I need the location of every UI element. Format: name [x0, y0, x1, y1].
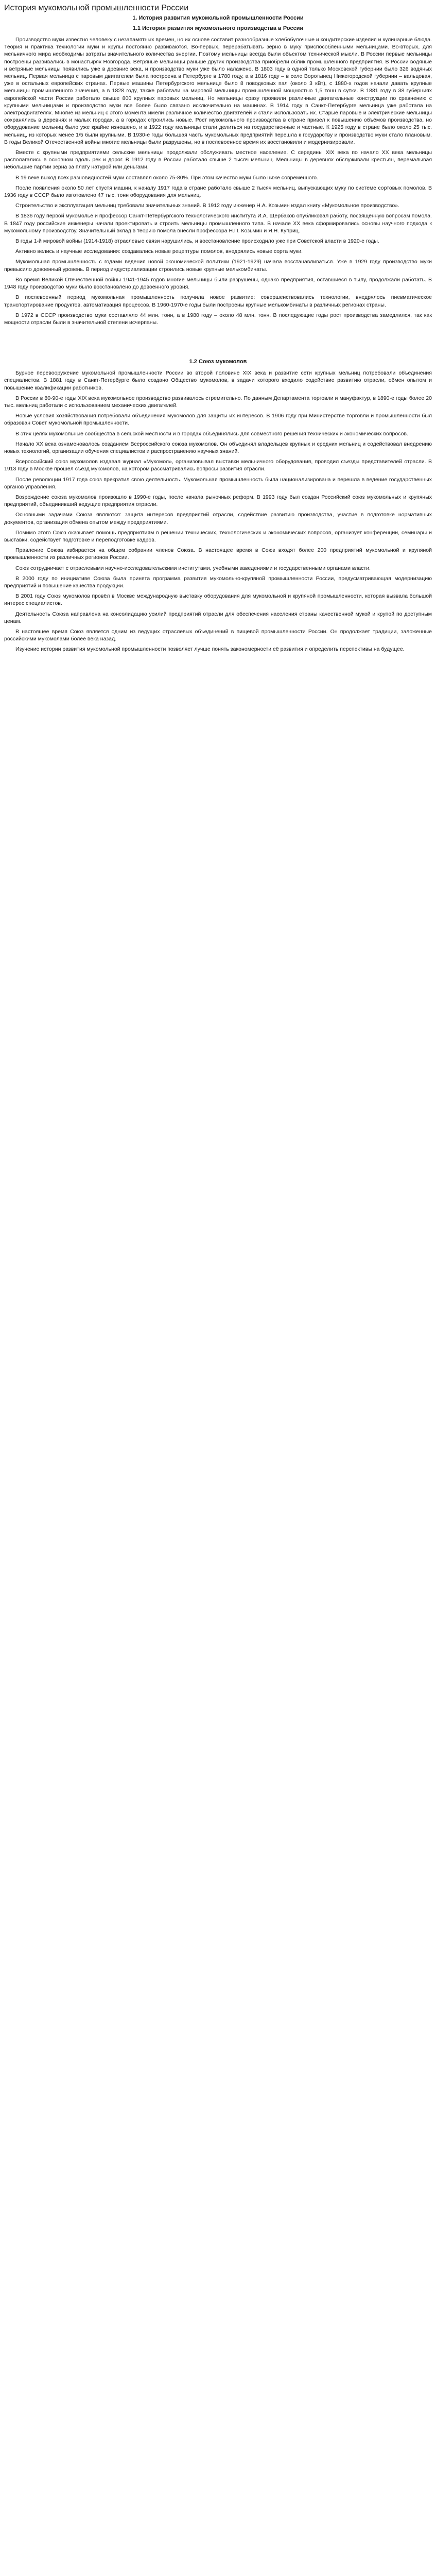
paragraph: В 2001 году Союз мукомолов провёл в Москве международную выставку оборудования для мукомольной и крупяной промышленности, которая вызвала большой интерес специалистов. [4, 593, 432, 607]
paragraph: Помимо этого Союз оказывает помощь предприятиям в решении технических, технологических и экономических вопросов, организует конференции, семинары и выставки, содействует подготовке и переподготовке кадров. [4, 529, 432, 543]
subsection-2 [4, 358, 432, 653]
paragraph: Союз сотрудничает с отраслевыми научно-исследовательскими институтами, учебными заведениями и государственными органами власти. [15, 565, 371, 571]
paragraph: Правление Союза избирается на общем собрании членов Союза. В настоящее время в Союз входят более 200 предприятий мукомольной и крупяной промышленности из различных регионов России. [4, 547, 432, 561]
paragraph: Новые условия хозяйствования потребовали объединения мукомолов для защиты их интересов. В 1906 году при Министерстве торговли и промышленности был образован Совет мукомольной промышленности. [4, 413, 432, 427]
paragraph: Возрождение союза мукомолов произошло в 1990-е годы, после начала рыночных реформ. В 1993 году был создан Российский союз мукомольных и крупяных предприятий, объединивший ведущие предприятия отрасли. [4, 494, 432, 508]
paragraph: В послевоенный период мукомольная промышленность получила новое развитие: совершенствовались технологии, внедрялось пневматическое транспортирование продуктов, автоматизация процессов. В 1960-1970-е годы были построены крупные мелькомбинаты в различных регионах страны. [4, 294, 432, 308]
section-title: 1. История развития мукомольной промышленности России [132, 15, 304, 21]
paragraph: Всероссийский союз мукомолов издавал журнал «Мукомол», организовывал выставки мельничного оборудования, проводил съезды представителей отрасли. В 1913 году в Москве прошёл съезд мукомолов, на котором рассматривались вопросы развития отрасли. [4, 459, 432, 472]
paragraph: Основными задачами Союза являются: защита интересов предприятий отрасли, содействие развитию производства, участие в подготовке нормативных документов, организация обмена опытом между предприятиями. [4, 512, 432, 526]
paragraph: Активно велись и научные исследования: создавались новые рецептуры помолов, внедрялись новые сорта муки. [15, 248, 303, 255]
paragraph: Изучение истории развития мукомольной промышленности позволяет лучше понять закономерности её развития и определить перспективы на будущее. [15, 646, 405, 653]
paragraph: После революции 1917 года союз прекратил свою деятельность. Мукомольная промышленность была национализирована и перешла в ведение государственных органов управления. [4, 476, 432, 490]
paragraph: Производство муки известно человеку с незапамятных времен, но их основе составит разнообразные хлебобулочные и кондитерские изделия и кулинарные блюда. Теория и практика технологии муки и крупы постоянно развиваются. Во-первых, перерабатывать зерно в муку приспособленными мельницами. Во-вторых, для мельничного мира необходимы затраты значительного количества энергии. Поэтому мельницы всегда были объектом технической мысли. В России первые мельницы построены развивались в монастырях Новгорода. Ветряные мельницы раньше других производства приобрели облик промышленного предприятия. В России водяные и ветряные мельницы появились уже в древние века, и производство муки уже было налажено. В 1803 году в одной только Московской губернии было 326 водяных мельниц. Первая мельница с паровым двигателем была построена в Петербурге в 1780 году, а в 1816 году – в селе Воротынец Нижегородской губернии – вальцовая, уже в остальных европейских странах. Первые машины Петербургского мельнице было 8 поводковых пал (около 3 кВт), с 1880-х годов начали давать крупные мельницы промышленного значения, а в 1828 году, также работали на мировой мельницы промышленной мощностью 1,5 тонн в сутки. В 1881 году в 38 губерниях европейской части России работало свыше 800 крупных паровых мельниц. Но мельницы сразу проявили различные двигательные конструкции по сравнению с крупными мельницами и производство муки все более было связано исключительно на машинах. В 1914 году в Санкт-Петербурге мельница уже работала на электродвигателях. Многие из мельниц с этого момента имели различное количество двигателей и стали использовать их. Старые паровые и электрические мельницы сохранялись в деревнях и малых городах, а в городах строились новые. Рост мукомольного производства в стране привел к повышению объёмов производства, но оборудование мельниц было уже крайне изношено, и в 1922 году мельницы стали делиться на государственные и частные. К 1925 году в стране было около 25 тыс. мельниц, из которых менее 1/5 были крупными. В 1930-е годы большая часть мукомольных предприятий перешла к государству и производство муки стало плановым. В годы Великой Отечественной войны многие мельницы были разрушены, но в послевоенное время их восстановили и модернизировали. [4, 37, 432, 145]
paragraph: Начало XX века ознаменовалось созданием Всероссийского союза мукомолов. Он объединял владельцев крупных и средних мельниц и содействовал внедрению новых технологий, организации обучения специалистов и распространению научных знаний. [4, 440, 432, 454]
paragraph: В 19 веке выход всех разновидностей муки составлял около 75-80%. При этом качество муки было ниже современного. [15, 174, 319, 181]
paragraph: В 1972 в СССР производство муки составляло 44 млн. тонн, а в 1980 году – около 48 млн. тонн. В последующие годы рост производства замедлился, так как мощности отрасли были в значительной степени исчерпаны. [4, 312, 432, 326]
paragraph: В России в 80-90-е годы XIX века мукомольное производство развивалось стремительно. По данным Департамента торговли и мануфактур, в 1890-е годы более 20 тыс. мельниц работали с использованием механических двигателей. [4, 395, 432, 409]
paragraph: После появления около 50 лет спустя машин, к началу 1917 года в стране работало свыше 2 тысяч мельниц, выпускающих муку по системе сортовых помолов. В 1936 году в СССР было изготовлено 47 тыс. тонн оборудования для мельниц. [4, 184, 432, 199]
paragraph: Бурное перевооружение мукомольной промышленности России во второй половине XIX века и развитие сети крупных мельниц потребовали объединения специалистов. В 1881 году в Санкт-Петербурге было создано Общество мукомолов, в задачи которого входило содействие развитию отрасли, обмен опытом и повышение квалификации работников. [4, 370, 432, 391]
paragraph: В 2000 году по инициативе Союза была принята программа развития мукомольно-крупяной промышленности России, предусматривающая модернизацию предприятий и повышение качества продукции. [4, 575, 432, 589]
paragraph: В настоящее время Союз является одним из ведущих отраслевых объединений в пищевой промышленности России. Он продолжает традиции, заложенные российскими мукомолами более века назад. [4, 629, 432, 642]
paragraph: Строительство и эксплуатация мельниц требовали значительных знаний. В 1912 году инженер Н.А. Козьмин издал книгу «Мукомольное производство». [15, 202, 399, 209]
paragraph: Во время Великой Отечественной войны 1941-1945 годов многие мельницы были разрушены, однако предприятия, оставшиеся в тылу, продолжали работать. В 1948 году производство муки было восстановлено до довоенного уровня. [4, 276, 432, 291]
paragraph: Вместе с крупными предприятиями сельские мельницы продолжали обслуживать местное население. С середины XIX века по начало XX века мельницы располагались в основном вдоль рек и дорог. В 1912 году в России работало свыше 2 тысяч мельниц. Мельницы в деревнях обслуживали крестьян, перемалывая небольшие партии зерна за плату натурой или деньгами. [4, 149, 432, 171]
paragraph: В 1836 году первой мукомолье и профессор Санкт-Петербургского технологического института И.А. Щербаков опубликовал работу, посвящённую вопросам помола. В 1847 году российские инженеры начали проектировать и строить мельницы промышленного типа. В начале XX века сформировались основы научного подхода к мукомольному производству. Значительный вклад в теорию помола внесли профессора Н.П. Козьмин и Я.Н. Куприц. [4, 213, 432, 234]
paragraph: Мукомольная промышленность с годами ведения новой экономической политики (1921-1929) начала восстанавливаться. Уже в 1929 году производство муки превысило довоенный уровень. В период индустриализации строились новые крупные мелькомбинаты. [4, 259, 432, 273]
paragraph: В годы 1-й мировой войны (1914-1918) отраслевые связи нарушились, и восстановление происходило уже при Советской власти в 1920-е годы. [15, 238, 379, 245]
subsection-title-1: 1.1 История развития мукомольного производства в России [132, 25, 304, 31]
subsection-1-body [4, 36, 432, 326]
paragraph: В этих целях мукомольные сообщества в сельской местности и в городах объединялись для совместного решения технических и экономических вопросов. [15, 430, 408, 437]
page-title: История мукомольной промышленности России [4, 4, 189, 12]
page-container [0, 0, 436, 669]
paragraph: Деятельность Союза направлена на консолидацию усилий предприятий отрасли для обеспечения населения страны качественной мукой и крупой по доступным ценам. [4, 611, 432, 624]
subsection-title-2: 1.2 Союз мукомолов [189, 359, 247, 365]
